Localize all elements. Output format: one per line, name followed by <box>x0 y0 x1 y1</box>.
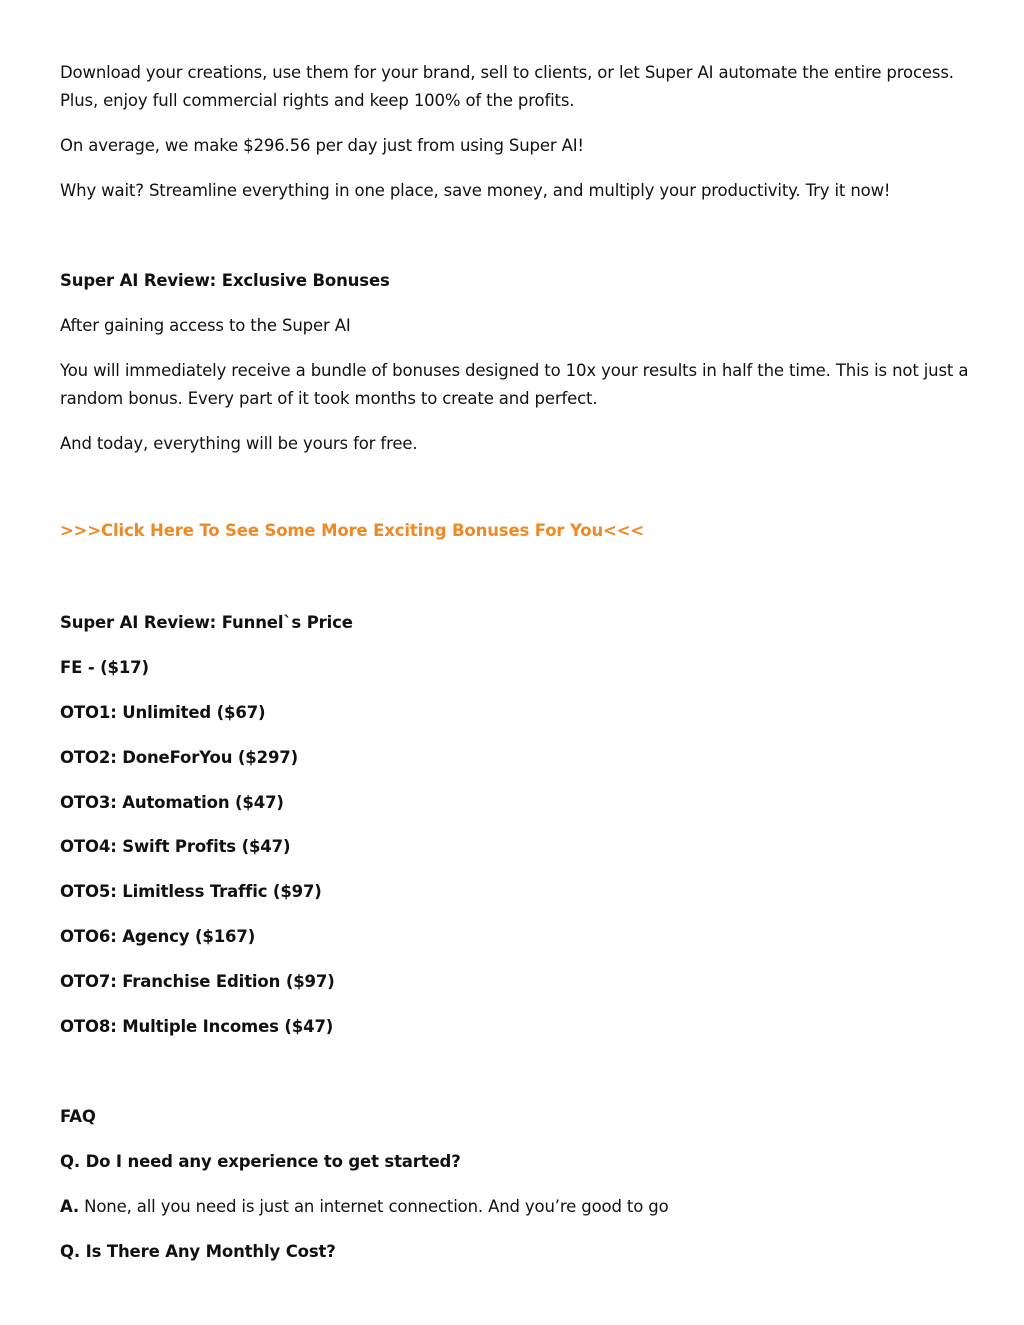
faq-answer-label: A. <box>60 1197 80 1216</box>
bonuses-paragraph-2: You will immediately receive a bundle of bonuses designed to 10x your results in half the time. This is not just a random bonus. Every part of it took months to create and perfect. <box>60 361 969 408</box>
funnel-item-oto2: OTO2: DoneForYou ($297) <box>60 748 298 767</box>
funnel-item-oto7: OTO7: Franchise Edition ($97) <box>60 972 335 991</box>
intro-paragraph-3: Why wait? Streamline everything in one place, save money, and multiply your productivity. Try it now! <box>60 181 891 200</box>
intro-paragraph-2: On average, we make $296.56 per day just from using Super AI! <box>60 136 584 155</box>
bonuses-heading: Super AI Review: Exclusive Bonuses <box>60 271 390 290</box>
bonuses-paragraph-1: After gaining access to the Super AI <box>60 316 351 335</box>
funnel-item-oto4: OTO4: Swift Profits ($47) <box>60 837 291 856</box>
faq-answer-1 <box>60 1193 669 1221</box>
funnel-item-fe: FE - ($17) <box>60 658 149 677</box>
funnel-item-oto1: OTO1: Unlimited ($67) <box>60 703 266 722</box>
funnel-item-oto3: OTO3: Automation ($47) <box>60 793 284 812</box>
faq-heading: FAQ <box>60 1107 96 1126</box>
intro-paragraph-1: Download your creations, use them for your brand, sell to clients, or let Super AI automate the entire process. Plus, enjoy full commercial rights and keep 100% of the profits. <box>60 63 954 110</box>
funnel-item-oto5: OTO5: Limitless Traffic ($97) <box>60 882 322 901</box>
bonuses-paragraph-3: And today, everything will be yours for free. <box>60 434 418 453</box>
faq-question-1: Q. Do I need any experience to get started? <box>60 1152 461 1171</box>
funnel-item-oto8: OTO8: Multiple Incomes ($47) <box>60 1017 334 1036</box>
funnel-heading: Super AI Review: Funnel`s Price <box>60 613 353 632</box>
funnel-item-oto6: OTO6: Agency ($167) <box>60 927 256 946</box>
faq-answer-text: None, all you need is just an internet connection. And you’re good to go <box>79 1197 669 1216</box>
bonuses-link[interactable]: >>>Click Here To See Some More Exciting Bonuses For You<<< <box>60 521 645 540</box>
faq-question-2: Q. Is There Any Monthly Cost? <box>60 1242 336 1261</box>
